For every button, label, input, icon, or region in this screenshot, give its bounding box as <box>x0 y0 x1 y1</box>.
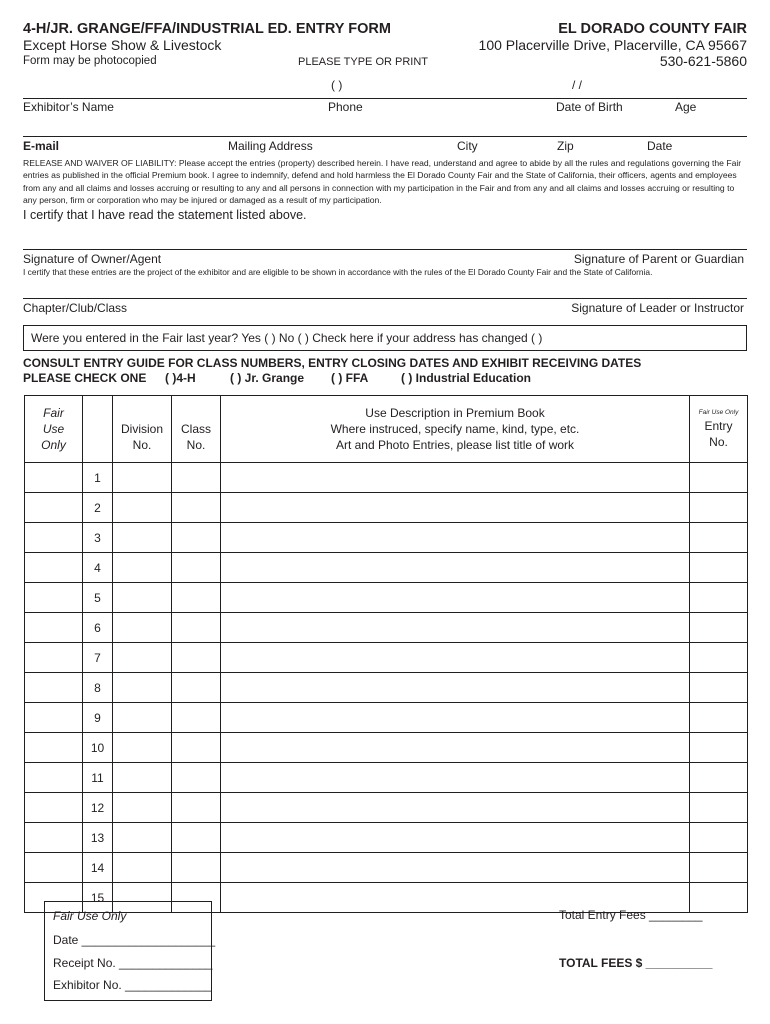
description-cell[interactable] <box>221 613 690 643</box>
age-label: Age <box>675 100 697 114</box>
class-cell[interactable] <box>172 463 221 493</box>
release-waiver-text: RELEASE AND WAIVER OF LIABILITY: Please accept the entries (property) described herein. I have read, understand and agree to abide by all the rules and regulations governing the Fair entries as published in the official Premium book. I agree to indemnify, defend and hold harmless the El Dorado County Fair and the State of California, their officers, agents and employees from any and all claims and losses accruing or resulting to any and all persons in connection with my participation in the Fair and from any and all claims and losses accruing or resulting to any person, firm or corporation who may be injured or damaged as a result of my participation. <box>23 158 742 206</box>
description-cell[interactable] <box>221 463 690 493</box>
previous-entry-box[interactable] <box>23 325 747 351</box>
consult-entry-guide: CONSULT ENTRY GUIDE FOR CLASS NUMBERS, ENTRY CLOSING DATES AND EXHIBIT RECEIVING DATES <box>23 356 642 370</box>
entry-number-cell <box>690 583 748 613</box>
fair-use-receipt: Receipt No. ______________ <box>53 956 213 970</box>
entry-number-cell <box>690 793 748 823</box>
entries-table <box>24 395 748 913</box>
division-cell[interactable] <box>113 643 172 673</box>
row-number: 12 <box>83 793 113 823</box>
row-number: 1 <box>83 463 113 493</box>
fair-use-exhibitor: Exhibitor No. _____________ <box>53 978 212 992</box>
description-cell[interactable] <box>221 643 690 673</box>
description-cell[interactable] <box>221 493 690 523</box>
table-row <box>25 853 748 883</box>
row-number: 14 <box>83 853 113 883</box>
fair-use-header: Fair Use Only <box>25 396 83 463</box>
dob-mask: / / <box>572 78 583 92</box>
entry-number-cell <box>690 703 748 733</box>
check-one-label: PLEASE CHECK ONE <box>23 371 147 385</box>
fair-use-cell <box>25 643 83 673</box>
chapter-label: Chapter/Club/Class <box>23 301 128 315</box>
date-label: Date <box>647 139 673 153</box>
fair-use-only-box <box>44 901 216 1001</box>
fair-address: 100 Placerville Drive, Placerville, CA 95667 <box>478 37 747 53</box>
total-fees[interactable]: TOTAL FEES $ __________ <box>559 956 713 970</box>
entry-number-cell <box>690 613 748 643</box>
fair-use-cell <box>25 613 83 643</box>
entry-number-cell <box>690 733 748 763</box>
table-row <box>25 733 748 763</box>
table-row <box>25 673 748 703</box>
entry-number-cell <box>690 823 748 853</box>
entry-number-cell <box>690 463 748 493</box>
class-cell[interactable] <box>172 763 221 793</box>
entry-number-cell <box>690 523 748 553</box>
row-number: 4 <box>83 553 113 583</box>
city-label: City <box>457 139 478 153</box>
division-cell[interactable] <box>113 853 172 883</box>
row-number: 2 <box>83 493 113 523</box>
fair-phone: 530-621-5860 <box>659 53 747 69</box>
table-row <box>25 703 748 733</box>
description-cell[interactable] <box>221 553 690 583</box>
class-cell[interactable] <box>172 553 221 583</box>
leader-signature-label: Signature of Leader or Instructor <box>571 301 744 315</box>
division-cell[interactable] <box>113 673 172 703</box>
class-cell[interactable] <box>172 493 221 523</box>
row-number: 10 <box>83 733 113 763</box>
fair-use-cell <box>25 553 83 583</box>
fair-use-cell <box>25 793 83 823</box>
fair-use-cell <box>25 853 83 883</box>
option-ffa[interactable]: ( ) FFA <box>331 371 369 385</box>
table-row <box>25 613 748 643</box>
class-cell[interactable] <box>172 673 221 703</box>
description-cell[interactable] <box>221 523 690 553</box>
row-number: 6 <box>83 613 113 643</box>
exhibitor-name-label: Exhibitor’s Name <box>23 100 114 114</box>
description-header: Use Description in Premium Book Where instruced, specify name, kind, type, etc. Art and Photo Entries, please list title of work <box>221 396 690 463</box>
class-cell[interactable] <box>172 793 221 823</box>
division-cell[interactable] <box>113 793 172 823</box>
entry-number-cell <box>690 763 748 793</box>
fair-use-cell <box>25 583 83 613</box>
exception-note: Except Horse Show & Livestock <box>23 37 222 53</box>
class-cell[interactable] <box>172 853 221 883</box>
class-header: Class No. <box>172 396 221 463</box>
fair-use-cell <box>25 463 83 493</box>
email-label: E-mail <box>23 139 60 153</box>
class-cell[interactable] <box>172 823 221 853</box>
row-number: 13 <box>83 823 113 853</box>
division-cell[interactable] <box>113 733 172 763</box>
chapter-line[interactable] <box>23 298 747 299</box>
phone-mask: ( ) <box>331 78 343 92</box>
fair-use-cell <box>25 493 83 523</box>
eligibility-certify-note: I certify that these entries are the project of the exhibitor and are eligible to be shown in accordance with the rules of the El Dorado County Fair and the State of California. <box>23 267 653 277</box>
option-jr-grange[interactable]: ( ) Jr. Grange <box>230 371 305 385</box>
exhibitor-info-line[interactable] <box>23 98 747 99</box>
row-number: 3 <box>83 523 113 553</box>
table-row <box>25 553 748 583</box>
entry-number-cell <box>690 493 748 523</box>
division-cell[interactable] <box>113 613 172 643</box>
address-line[interactable] <box>23 136 747 137</box>
division-cell[interactable] <box>113 523 172 553</box>
table-row <box>25 823 748 853</box>
division-cell[interactable] <box>113 463 172 493</box>
table-header-row <box>25 396 748 463</box>
table-row <box>25 493 748 523</box>
division-cell[interactable] <box>113 493 172 523</box>
print-note: PLEASE TYPE OR PRINT <box>298 56 429 68</box>
fair-use-cell <box>25 523 83 553</box>
phone-label: Phone <box>328 100 363 114</box>
class-cell[interactable] <box>172 733 221 763</box>
entry-number-header: Fair Use Only Entry No. <box>690 396 748 463</box>
previous-entry-question: Were you entered in the Fair last year? Yes ( ) No ( ) Check here if your address has changed ( ) <box>31 331 543 345</box>
table-row <box>25 583 748 613</box>
form-title: 4-H/JR. GRANGE/FFA/INDUSTRIAL ED. ENTRY FORM <box>23 21 391 37</box>
fair-use-cell <box>25 733 83 763</box>
description-cell[interactable] <box>221 733 690 763</box>
entry-number-cell <box>690 853 748 883</box>
fair-use-date: Date ____________________ <box>53 933 216 947</box>
description-cell[interactable] <box>221 853 690 883</box>
owner-signature-label: Signature of Owner/Agent <box>23 252 162 266</box>
parent-signature-label: Signature of Parent or Guardian <box>573 252 744 266</box>
fair-use-cell <box>25 673 83 703</box>
total-entry-fees[interactable]: Total Entry Fees ________ <box>559 908 703 922</box>
class-cell[interactable] <box>172 613 221 643</box>
class-cell[interactable] <box>172 523 221 553</box>
class-cell[interactable] <box>172 583 221 613</box>
row-number: 7 <box>83 643 113 673</box>
table-row <box>25 523 748 553</box>
photocopy-note: Form may be photocopied <box>23 55 157 67</box>
description-cell[interactable] <box>221 703 690 733</box>
table-row <box>25 763 748 793</box>
option-industrial-education[interactable]: ( ) Industrial Education <box>401 371 532 385</box>
division-cell[interactable] <box>113 823 172 853</box>
row-number: 8 <box>83 673 113 703</box>
description-cell[interactable] <box>221 823 690 853</box>
fair-use-cell <box>25 703 83 733</box>
entry-number-cell <box>690 553 748 583</box>
option-4h[interactable]: ( )4-H <box>165 371 196 385</box>
table-row <box>25 463 748 493</box>
mailing-address-label: Mailing Address <box>228 139 313 153</box>
description-cell[interactable] <box>221 583 690 613</box>
row-number: 15 <box>83 883 113 913</box>
class-cell[interactable] <box>172 703 221 733</box>
division-cell[interactable] <box>113 553 172 583</box>
table-row <box>25 793 748 823</box>
class-cell[interactable] <box>172 643 221 673</box>
signature-line[interactable] <box>23 249 747 250</box>
entry-number-cell <box>690 673 748 703</box>
description-cell[interactable] <box>221 763 690 793</box>
fair-use-cell <box>25 763 83 793</box>
division-cell[interactable] <box>113 583 172 613</box>
dob-label: Date of Birth <box>556 100 623 114</box>
division-cell[interactable] <box>113 763 172 793</box>
zip-label: Zip <box>557 139 574 153</box>
row-number: 5 <box>83 583 113 613</box>
row-number: 11 <box>83 763 113 793</box>
table-row <box>25 643 748 673</box>
entry-number-cell <box>690 643 748 673</box>
fair-name: EL DORADO COUNTY FAIR <box>558 21 747 37</box>
row-number: 9 <box>83 703 113 733</box>
row-number-header <box>83 396 113 463</box>
description-cell[interactable] <box>221 793 690 823</box>
fair-use-cell <box>25 823 83 853</box>
division-header: Division No. <box>113 396 172 463</box>
certify-statement: I certify that I have read the statement listed above. <box>23 208 307 222</box>
description-cell[interactable] <box>221 673 690 703</box>
division-cell[interactable] <box>113 703 172 733</box>
fair-use-only-title: Fair Use Only <box>53 909 127 923</box>
